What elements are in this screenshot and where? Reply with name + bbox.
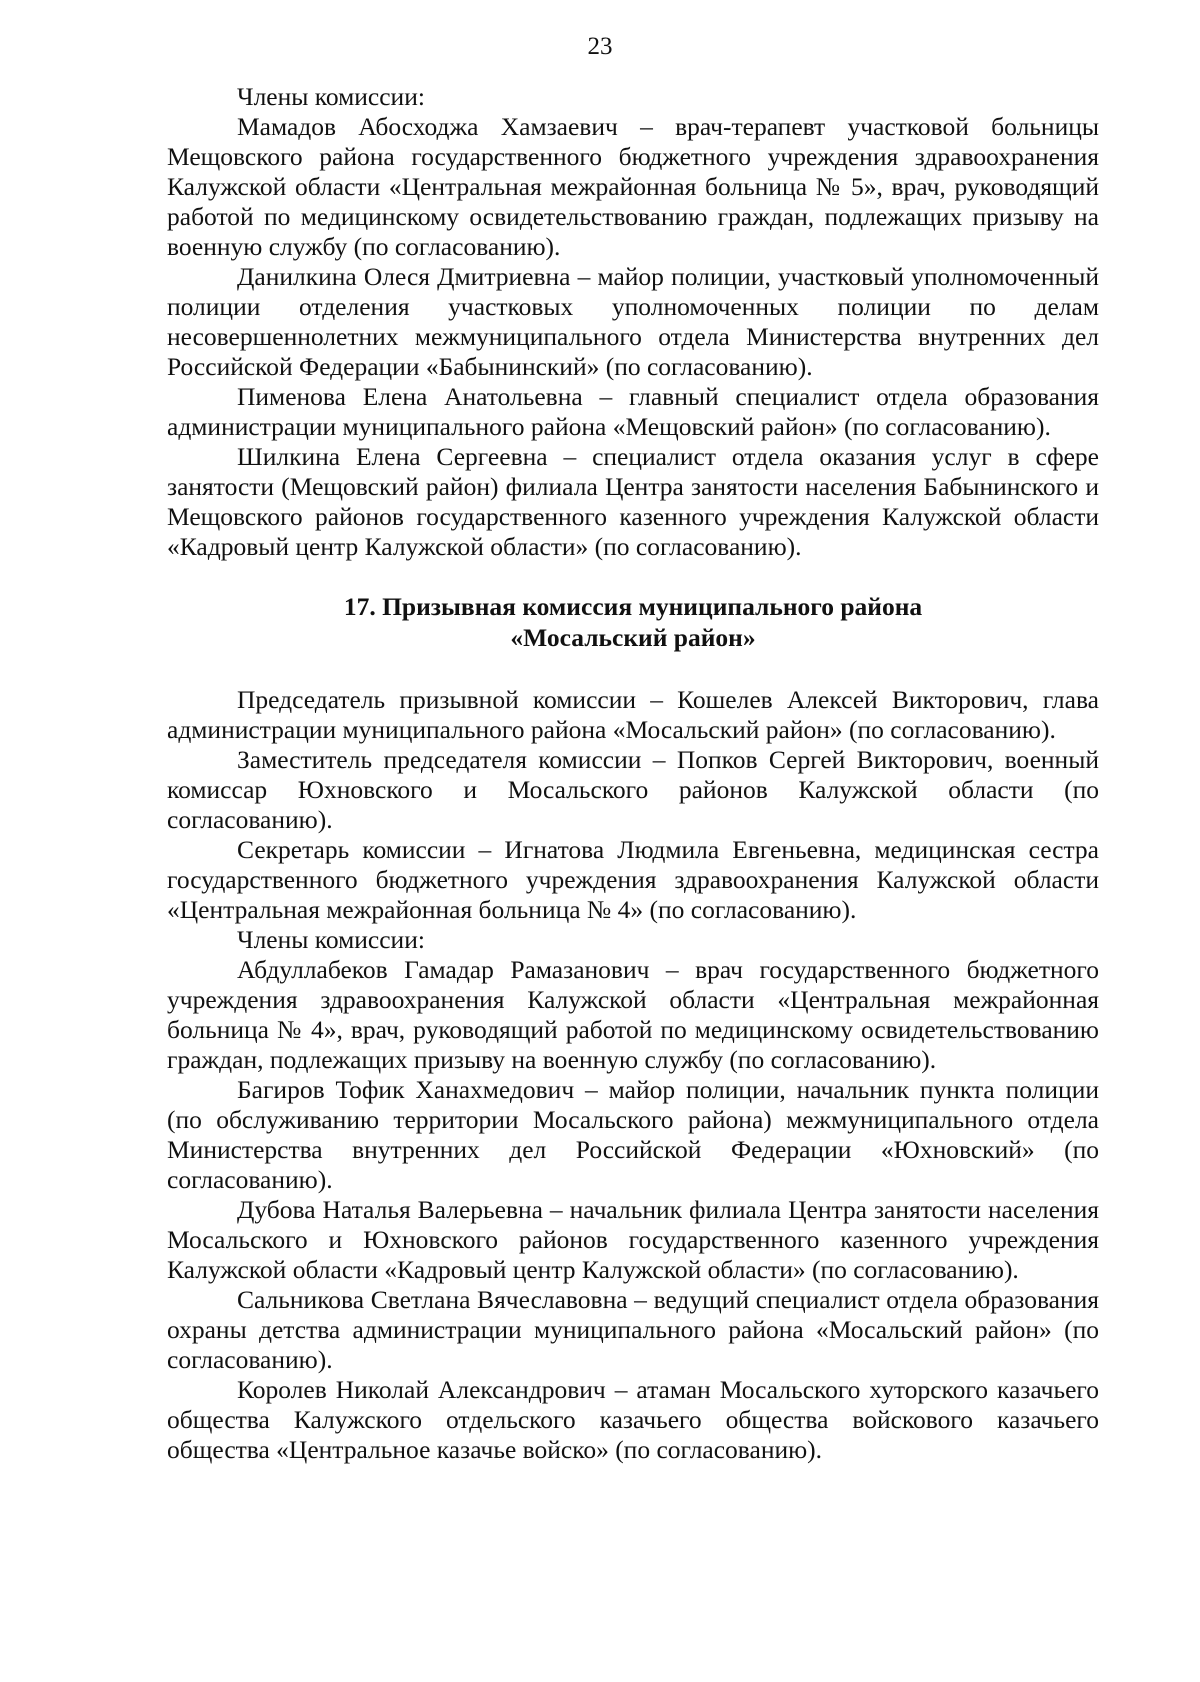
member-entry-abdullabekov: Абдуллабеков Гамадар Рамазанович – врач государственного бюджетного учреждения здравоохранения Калужской области «Центральная межрайонная больница № 4», врач, руководящий работой по медицинскому освидетельствованию граждан, подлежащих призыву на военную службу (по согласованию). xyxy=(167,955,1099,1074)
section-17-body xyxy=(167,685,1099,1465)
members-label: Члены комиссии: xyxy=(237,925,425,954)
member-entry-danilkina: Данилкина Олеся Дмитриевна – майор полиции, участковый уполномоченный полиции отделения участковых уполномоченных полиции по делам несовершеннолетних межмуниципального отдела Министерства внутренних дел Российской Федерации «Бабынинский» (по согласованию). xyxy=(167,262,1099,381)
member-entry-shilkina: Шилкина Елена Сергеевна – специалист отдела оказания услуг в сфере занятости (Мещовский район) филиала Центра занятости населения Бабынинского и Мещовского районов государственного казенного учреждения Калужской области «Кадровый центр Калужской области» (по согласованию). xyxy=(167,442,1099,561)
member-entry-salnikova: Сальникова Светлана Вячеславовна – ведущий специалист отдела образования охраны детства администрации муниципального района «Мосальский район» (по согласованию). xyxy=(167,1285,1099,1374)
members-label: Члены комиссии: xyxy=(237,82,425,111)
section-17-title-line1: 17. Призывная комиссия муниципального района xyxy=(343,592,923,621)
deputy-chairman-entry: Заместитель председателя комиссии – Попков Сергей Викторович, военный комиссар Юхновского и Мосальского районов Калужской области (по согласованию). xyxy=(167,745,1099,834)
member-entry-bagirov: Багиров Тофик Ханахмедович – майор полиции, начальник пункта полиции (по обслуживанию территории Мосальского района) межмуниципального отдела Министерства внутренних дел Российской Федерации «Юхновский» (по согласованию). xyxy=(167,1075,1099,1194)
section-17-title-line2: «Мосальский район» xyxy=(510,623,756,652)
member-entry-pimenova: Пименова Елена Анатольевна – главный специалист отдела образования администрации муниципального района «Мещовский район» (по согласованию). xyxy=(167,382,1099,441)
member-entry-mamadov: Мамадов Абосходжа Хамзаевич – врач-терапевт участковой больницы Мещовского района государственного бюджетного учреждения здравоохранения Калужской области «Центральная межрайонная больница № 5», врач, руководящий работой по медицинскому освидетельствованию граждан, подлежащих призыву на военную службу (по согласованию). xyxy=(167,112,1099,261)
member-entry-korolev: Королев Николай Александрович – атаман Мосальского хуторского казачьего общества Калужского отдельского казачьего общества войскового казачьего общества «Центральное казачье войско» (по согласованию). xyxy=(167,1375,1099,1464)
page-number: 23 xyxy=(587,33,613,60)
member-entry-dubova: Дубова Наталья Валерьевна – начальник филиала Центра занятости населения Мосальского и Юхновского районов государственного казенного учреждения Калужской области «Кадровый центр Калужской области» (по согласованию). xyxy=(167,1195,1099,1284)
section-17-heading xyxy=(167,591,1099,653)
document-body xyxy=(167,82,1099,1465)
chairman-entry: Председатель призывной комиссии – Кошелев Алексей Викторович, глава администрации муниципального района «Мосальский район» (по согласованию). xyxy=(167,685,1099,744)
secretary-entry: Секретарь комиссии – Игнатова Людмила Евгеньевна, медицинская сестра государственного бюджетного учреждения здравоохранения Калужской области «Центральная межрайонная больница № 4» (по согласованию). xyxy=(167,835,1099,924)
